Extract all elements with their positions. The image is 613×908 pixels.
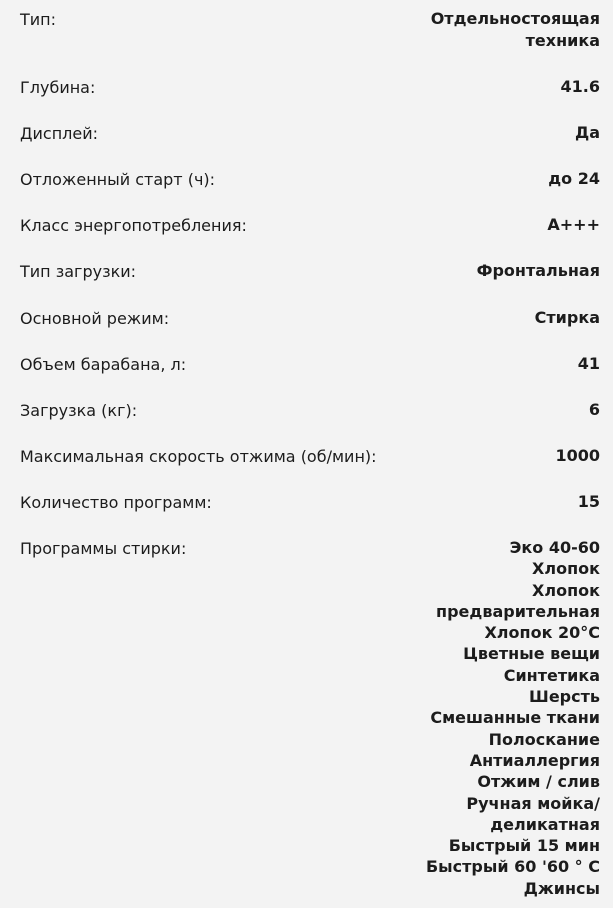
wash-program-item: Хлопок [532, 559, 600, 579]
wash-program-list [426, 537, 600, 899]
wash-program-item: Быстрый 60 '60 ° С [425, 857, 600, 877]
spec-row-program-count [20, 493, 600, 513]
spec-value: 1000 [555, 446, 600, 465]
wash-program-item: Быстрый 15 мин [448, 836, 600, 856]
spec-row-load-type [20, 262, 600, 282]
spec-value: 15 [577, 492, 600, 511]
spec-value-line: Отдельностоящая [430, 9, 600, 28]
wash-program-item: Синтетика [503, 665, 600, 685]
spec-value: 6 [588, 400, 600, 419]
spec-value: Стирка [534, 308, 600, 327]
spec-value: 41.6 [560, 77, 600, 96]
spec-label: Тип загрузки: [20, 262, 137, 281]
spec-value [431, 8, 600, 51]
spec-value: до 24 [548, 169, 600, 188]
wash-program-item: Джинсы [523, 878, 600, 898]
spec-label: Максимальная скорость отжима (об/мин): [20, 447, 377, 466]
spec-label: Глубина: [20, 78, 96, 97]
wash-program-item: предварительная [436, 601, 600, 621]
wash-program-item: Отжим / слив [477, 772, 600, 792]
spec-label: Количество программ: [20, 493, 212, 512]
spec-row-wash-programs [20, 539, 600, 899]
spec-value: Да [574, 123, 600, 142]
wash-program-item: Шерсть [529, 687, 600, 707]
spec-label: Объем барабана, л: [20, 355, 187, 374]
wash-program-item: Цветные вещи [463, 644, 600, 664]
spec-row-delayed-start [20, 170, 600, 190]
spec-label: Дисплей: [20, 124, 99, 143]
spec-row-load-kg [20, 401, 600, 421]
spec-label: Тип: [20, 10, 57, 29]
wash-program-item: Полоскание [488, 729, 600, 749]
spec-value: A+++ [547, 215, 600, 234]
spec-row-drum-volume [20, 355, 600, 375]
spec-row-spin-speed [20, 447, 600, 467]
spec-label: Загрузка (кг): [20, 401, 138, 420]
spec-row-depth [20, 78, 600, 98]
spec-row-energy-class [20, 216, 600, 236]
spec-row-display [20, 124, 600, 144]
spec-label: Класс энергопотребления: [20, 216, 247, 235]
spec-label: Программы стирки: [20, 539, 187, 558]
spec-value: 41 [577, 354, 600, 373]
wash-program-item: Антиаллергия [469, 750, 600, 770]
wash-program-item: деликатная [490, 814, 600, 834]
spec-label: Отложенный старт (ч): [20, 170, 216, 189]
wash-program-item: Эко 40-60 [509, 538, 600, 557]
spec-row-type [20, 10, 600, 51]
spec-row-main-mode [20, 309, 600, 329]
wash-program-item: Ручная мойка/ [466, 793, 600, 813]
spec-label: Основной режим: [20, 309, 170, 328]
wash-program-item: Хлопок [532, 580, 600, 600]
wash-program-item: Смешанные ткани [430, 708, 600, 728]
spec-value: Фронтальная [476, 261, 600, 280]
wash-program-item: Хлопок 20°С [484, 623, 600, 643]
spec-value-line: техника [525, 30, 600, 50]
